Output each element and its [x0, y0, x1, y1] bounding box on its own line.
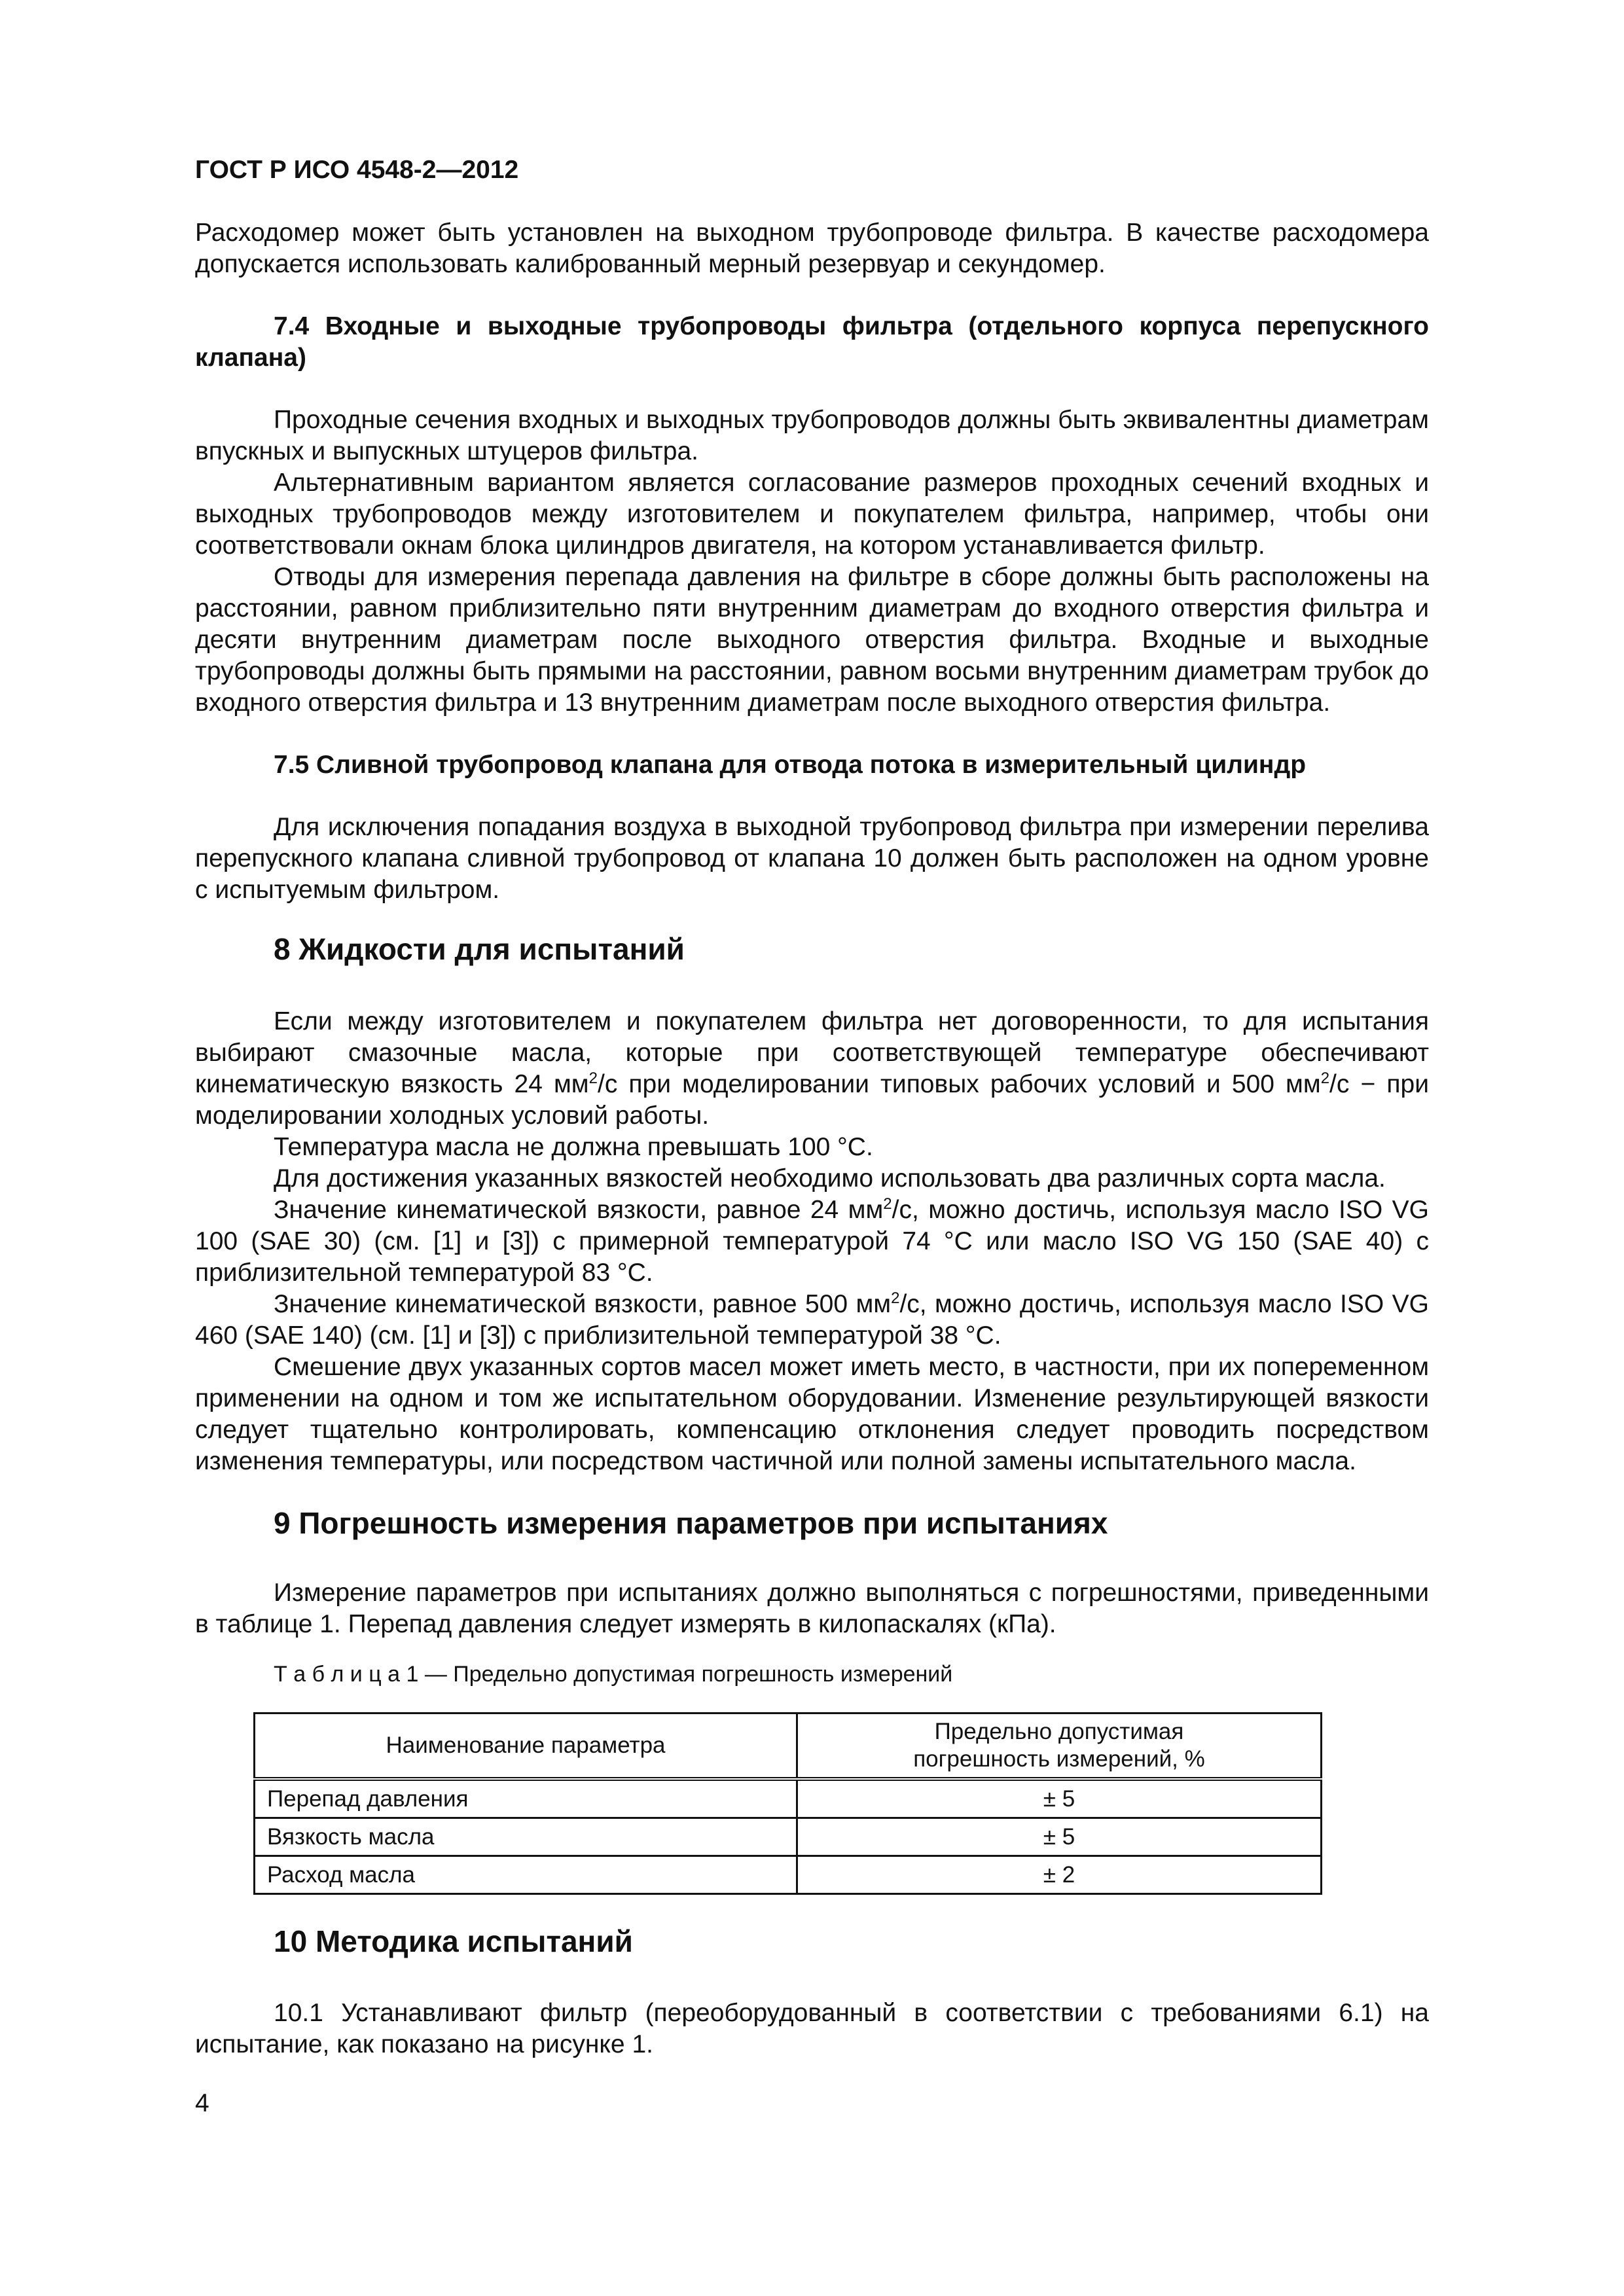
section-7-4-title: 7.4 Входные и выходные трубопроводы фильтра (отдельного корпуса перепускного клапана) — [195, 312, 1429, 372]
table-row — [255, 1818, 1322, 1856]
table-cell-accuracy: ± 5 — [797, 1779, 1322, 1818]
table-row — [255, 1779, 1322, 1818]
table-cell-accuracy: ± 5 — [797, 1818, 1322, 1856]
table-header-parameter: Наименование параметра — [255, 1713, 797, 1780]
section-8-paragraph-5: Значение кинематической вязкости, равное 500 $мм^2/с$, можно достичь, используя масло ISO VG 460 (SAE 140) (см. [1] и [3]) с приблизительной температурой 38 °С. — [195, 1289, 1429, 1350]
section-8-paragraph-4: Значение кинематической вязкости, равное 24 $мм^2/с$, можно достичь, используя масло ISO VG 100 (SAE 30) (см. [1] и [3]) с примерной температурой 74 °С или масло ISO VG 150 (SAE 40) с приблизительной температурой 83 °С. — [195, 1195, 1429, 1287]
section-8-paragraph-3: Для достижения указанных вязкостей необходимо использовать два различных сорта масла. — [274, 1164, 1386, 1193]
section-8-heading: 8 Жидкости для испытаний — [274, 932, 685, 966]
section-10-heading: 10 Методика испытаний — [274, 1924, 633, 1958]
section-9-paragraph-1: Измерение параметров при испытаниях должно выполняться с погрешностями, приведенными в таблице 1. Перепад давления следует измерять в килопаскалях (кПа). — [195, 1579, 1429, 1638]
section-8-paragraph-1: Если между изготовителем и покупателем фильтра нет договоренности, то для испытания выбирают смазочные масла, которые при соответствующей температуре обеспечивают кинематическую вязкость 24 $мм^2/с$ при моделировании типовых рабочих условий и 500 $мм^2/с$ − при моделировании холодных условий работы. — [195, 1007, 1429, 1130]
table-cell-parameter: Перепад давления — [255, 1779, 797, 1818]
section-7-5-title: 7.5 Сливной трубопровод клапана для отвода потока в измерительный цилиндр — [274, 751, 1307, 779]
table-cell-accuracy: ± 2 — [797, 1856, 1322, 1894]
section-9-heading: 9 Погрешность измерения параметров при испытаниях — [274, 1506, 1108, 1540]
table-measurement-accuracy — [253, 1712, 1322, 1895]
table-header-row — [255, 1713, 1322, 1780]
document-header: ГОСТ Р ИСО 4548-2—2012 — [195, 156, 519, 184]
table-cell-parameter: Вязкость масла — [255, 1818, 797, 1856]
table-caption: Т а б л и ц а 1 — Предельно допустимая погрешность измерений — [274, 1662, 953, 1687]
page-number: 4 — [195, 2089, 209, 2117]
table-row — [255, 1856, 1322, 1894]
table-cell-parameter: Расход масла — [255, 1856, 797, 1894]
section-8-paragraph-6: Смешение двух указанных сортов масел может иметь место, в частности, при их попеременном применении на одном и том же испытательном оборудовании. Изменение результирующей вязкости следует тщательно контролировать, компенсацию отклонения следует проводить посредством изменения температуры, или посредством частичной или полной замены испытательного масла. — [195, 1353, 1429, 1475]
section-7-4-paragraph-3: Отводы для измерения перепада давления на фильтре в сборе должны быть расположены на расстоянии, равном приблизительно пяти внутренним диаметрам до входного отверстия фильтра и десяти внутренним диаметрам после выходного отверстия фильтра. Входные и выходные трубопроводы должны быть прямыми на расстоянии, равном восьми внутренним диаметрам трубок до входного отверстия фильтра и 13 внутренним диаметрам после выходного отверстия фильтра. — [195, 563, 1429, 717]
section-7-4-paragraph-1: Проходные сечения входных и выходных трубопроводов должны быть эквивалентны диаметрам впускных и выпускных штуцеров фильтра. — [195, 406, 1429, 465]
table-header-accuracy: Предельно допустимая погрешность измерений, % — [797, 1713, 1322, 1780]
section-7-4-paragraph-2: Альтернативным вариантом является согласование размеров проходных сечений входных и выходных трубопроводов между изготовителем и покупателем фильтра, например, чтобы они соответствовали окнам блока цилиндров двигателя, на котором устанавливается фильтр. — [195, 469, 1429, 560]
section-7-5-paragraph-1: Для исключения попадания воздуха в выходной трубопровод фильтра при измерении перелива перепускного клапана сливной трубопровод от клапана 10 должен быть расположен на одном уровне с испытуемым фильтром. — [195, 813, 1429, 904]
section-8-paragraph-2: Температура масла не должна превышать 100 °С. — [274, 1133, 873, 1161]
paragraph-flowmeter: Расходомер может быть установлен на выходном трубопроводе фильтра. В качестве расходомера допускается использовать калиброванный мерный резервуар и секундомер. — [195, 219, 1429, 278]
section-10-paragraph-1: 10.1 Устанавливают фильтр (переоборудованный в соответствии с требованиями 6.1) на испытание, как показано на рисунке 1. — [195, 1999, 1429, 2058]
